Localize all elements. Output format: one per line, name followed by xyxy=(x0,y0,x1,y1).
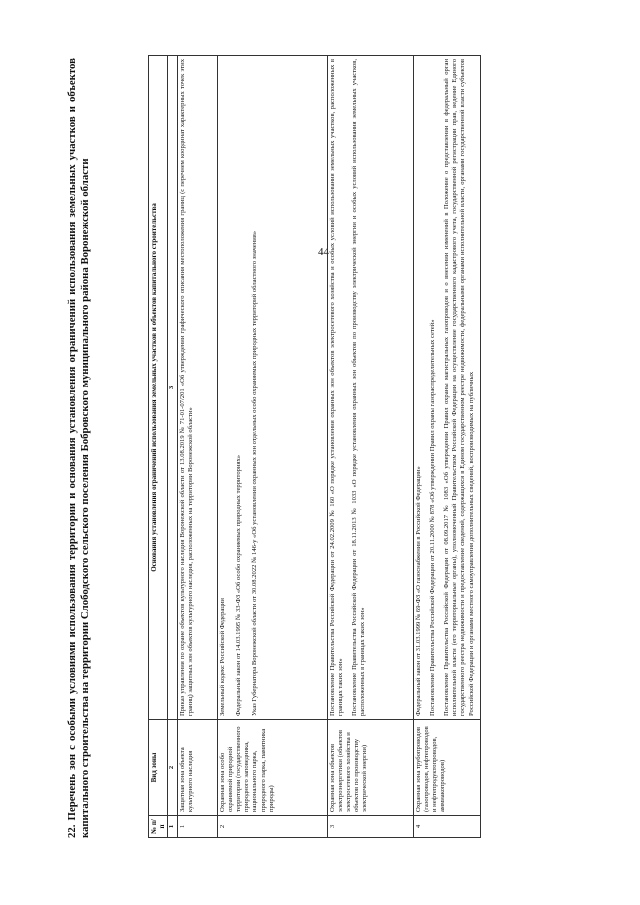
row-number: 3 xyxy=(327,816,413,838)
zone-type: Охранная зона трубопроводов (газопроводов, нефтепроводов и нефтепродуктопроводов, аммиакопроводов) xyxy=(413,720,480,816)
rotated-sheet xyxy=(60,52,580,852)
basis-item: Указ Губернатора Воронежской области от 30.08.2022 № 146-у «Об установлении охранных зон отдельных особо охраняемых природных территорий областного значения» xyxy=(251,230,259,716)
row-number: 1 xyxy=(177,816,217,838)
basis-cell xyxy=(177,56,217,720)
column-number: 2 xyxy=(168,720,177,816)
basis-cell xyxy=(413,56,480,720)
basis-item: Приказ управления по охране объектов культурного наследия Воронежской области от 13.08.2019 № 71-01-07/201 «Об утверждении графического описания местоположения границ (с перечнем координат характерных точек этих границ) защитных зон объектов культурного наследия, расположенных на территории Воронежской области» xyxy=(178,59,194,716)
table-row xyxy=(177,56,217,838)
header-number: № п/п xyxy=(149,816,168,838)
header-basis: Основания установления ограничений использования земельных участков и объектов капитального строительства xyxy=(149,56,168,720)
zone-type: Охранная зона особо охраняемой природной территории (государственного природного заповедника, национального парка, природного парка, памятника природы) xyxy=(217,720,327,816)
basis-item: Постановление Правительства Российской Федерации от 08.09.2017 № 1083 «Об утверждении Правил охраны магистральных газопроводов и о внесении изменений в Положение о представлении в федеральный орган исполнительной власти (его территориальные органы), уполномоченный Правительством Российской Федерации на осуществление государственного кадастрового учета, государственной регистрации прав, ведение Единого государственного реестра недвижимости и предоставление сведений, содержащихся в Едином государственном реестре недвижимости, федеральными органами исполнительной власти, органами государственной власти субъектов Российской Федерации и органами местного самоуправления дополнительных сведений, воспроизводимых на публичных xyxy=(443,59,475,716)
basis-item: Федеральный закон от 31.03.1999 № 69-ФЗ «О газоснабжении в Российской Федерации» xyxy=(414,466,422,716)
table-header-row xyxy=(149,56,168,838)
zones-table xyxy=(148,55,481,838)
basis-item: Федеральный закон от 14.03.1995 № 33-ФЗ «Об особо охраняемых природных территориях» xyxy=(234,454,242,716)
table-row xyxy=(413,56,480,838)
row-number: 4 xyxy=(413,816,480,838)
column-number: 1 xyxy=(168,816,177,838)
zone-type: Охранная зона объектов электроэнергетики (объектов электросетевого хозяйства и объектов по производству электрической энергии) xyxy=(327,720,413,816)
basis-cell xyxy=(327,56,413,720)
column-number-row xyxy=(168,56,177,838)
document-title: 22. Перечень зон с особыми условиями использования территории и основания установления ограничений использования земельных участков и объектов капитального строительства на территории Слободского сельского поселения Бобровского муниципального района Воронежской области xyxy=(66,58,92,838)
row-number: 2 xyxy=(217,816,327,838)
page-number: 44 xyxy=(318,246,329,258)
basis-item: Постановление Правительства Российской Федерации от 18.11.2013 № 1033 «О порядке установления охранных зон объектов по производству электрической энергии и особых условий использования земельных участков, расположенных в границах таких зон» xyxy=(351,59,367,716)
basis-item: Постановление Правительства Российской Федерации от 24.02.2009 № 160 «О порядке установления охранных зон объектов электросетевого хозяйства и особых условий использования земельных участков, расположенных в границах таких зон» xyxy=(328,59,344,716)
basis-item: Постановление Правительства Российской Федерации от 20.11.2000 № 878 «Об утверждении Правил охраны газораспределительных сетей» xyxy=(428,319,436,716)
table-row xyxy=(327,56,413,838)
basis-cell xyxy=(217,56,327,720)
basis-item: Земельный кодекс Российской Федерации xyxy=(218,598,226,716)
table-row xyxy=(217,56,327,838)
column-number: 3 xyxy=(168,56,177,720)
header-zone-type: Вид зоны xyxy=(149,720,168,816)
zone-type: Защитная зона объекта культурного наследия xyxy=(177,720,217,816)
